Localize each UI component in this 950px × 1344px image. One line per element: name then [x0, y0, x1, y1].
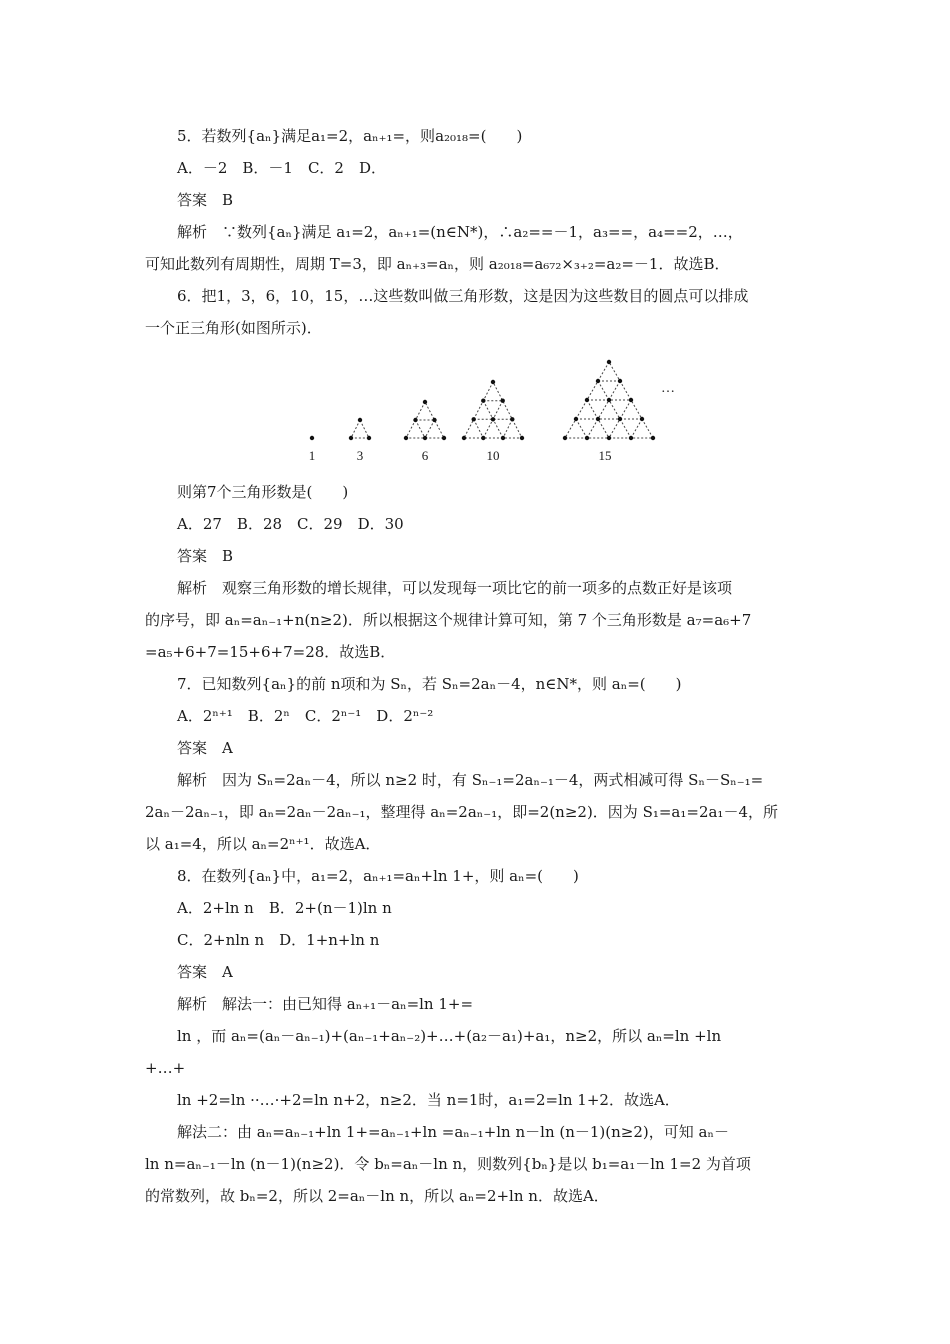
triangular-numbers-figure [300, 356, 675, 471]
q7-stem: 7．已知数列{aₙ}的前 n项和为 Sₙ，若 Sₙ=2aₙ－4，n∈N*，则 aₙ=( ) [177, 675, 682, 693]
dot [501, 399, 505, 403]
q8-options-line1: A．2+ln n B．2+(n－1)ln n [177, 899, 392, 917]
q5-stem: 5．若数列{aₙ}满足a₁=2，aₙ₊₁=，则a₂₀₁₈=( ) [177, 127, 523, 145]
dot [640, 417, 644, 421]
dot [423, 436, 427, 440]
dot [618, 417, 622, 421]
dot [510, 417, 514, 421]
dot [472, 417, 476, 421]
figure-label-1: 1 [308, 448, 316, 463]
dot [349, 436, 353, 440]
q7-analysis-line2: 2aₙ－2aₙ₋₁，即 aₙ=2aₙ－2aₙ₋₁，整理得 aₙ=2aₙ₋₁，即=2(n≥2)．因为 S₁=a₁=2a₁－4，所 [145, 803, 778, 821]
triangle-3 [349, 418, 371, 440]
q6-answer: 答案 B [177, 547, 234, 565]
dot [442, 436, 446, 440]
dot [618, 379, 622, 383]
dot [413, 418, 417, 422]
q7-answer: 答案 A [177, 739, 233, 757]
q7-analysis-line3: 以 a₁=4，所以 aₙ=2ⁿ⁺¹．故选A． [145, 835, 381, 853]
dot [585, 436, 589, 440]
dot [651, 436, 655, 440]
q6-analysis-line3: =a₅+6+7=15+6+7=28．故选B． [145, 643, 396, 661]
figure-label-15: 15 [598, 448, 612, 463]
dot [501, 436, 505, 440]
triangle-15 [563, 360, 655, 440]
dot [585, 398, 589, 402]
q8-analysis-line4: ln +2=ln ··…·+2=ln n+2，n≥2．当 n=1时，a₁=2=ln 1+2．故选A． [177, 1091, 680, 1109]
dot [607, 436, 611, 440]
dot [358, 418, 362, 422]
q5-answer: 答案 B [177, 191, 234, 209]
q8-analysis-line2: ln ，而 aₙ=(aₙ－aₙ₋₁)+(aₙ₋₁+aₙ₋₂)+…+(a₂－a₁)+a₁，n≥2，所以 aₙ=ln +ln [177, 1027, 722, 1045]
figure-ellipsis: … [661, 381, 675, 396]
dot [520, 436, 524, 440]
dot [574, 417, 578, 421]
q8-analysis-line1: 解析 解法一：由已知得 aₙ₊₁－aₙ=ln 1+= [177, 995, 474, 1013]
q8-options-line2: C．2+nln n D．1+n+ln n [177, 931, 380, 949]
q5-analysis-line2: 可知此数列有周期性，周期 T=3，即 aₙ₊₃=aₙ，则 a₂₀₁₈=a₆₇₂×₃₊₂=a₂=－1．故选B． [145, 255, 730, 273]
dot [310, 436, 314, 440]
figure-label-6: 6 [421, 448, 429, 463]
dot [404, 436, 408, 440]
q8-method2-line2: ln n=aₙ₋₁－ln (n－1)(n≥2)．令 bₙ=aₙ－ln n，则数列{bₙ}是以 b₁=a₁－ln 1=2 为首项 [145, 1155, 751, 1173]
q6-analysis-line1: 解析 观察三角形数的增长规律，可以发现每一项比它的前一项多的点数正好是该项 [177, 579, 733, 597]
dot [367, 436, 371, 440]
dot [629, 398, 633, 402]
q6-stem-line1: 6．把1，3，6，10，15，…这些数叫做三角形数，这是因为这些数目的圆点可以排成 [177, 287, 749, 305]
dot [481, 399, 485, 403]
q8-answer: 答案 A [177, 963, 233, 981]
q7-analysis-line1: 解析 因为 Sₙ=2aₙ－4，所以 n≥2 时，有 Sₙ₋₁=2aₙ₋₁－4，两式相减可得 Sₙ－Sₙ₋₁= [177, 771, 764, 789]
dot [423, 400, 427, 404]
triangle-10 [462, 380, 524, 440]
q8-method2-line3: 的常数列，故 bₙ=2，所以 2=aₙ－ln n，所以 aₙ=2+ln n．故选A． [145, 1187, 609, 1205]
q6-analysis-line2: 的序号，即 aₙ=aₙ₋₁+n(n≥2)．所以根据这个规律计算可知，第 7 个三角形数是 a₇=a₆+7 [145, 611, 752, 629]
dot [607, 398, 611, 402]
dot [607, 360, 611, 364]
q5-analysis-line1: 解析 ∵数列{aₙ}满足 a₁=2，aₙ₊₁=(n∈N*)，∴a₂==－1，a₃==，a₄==2，…， [177, 223, 743, 241]
q8-method2-line1: 解法二：由 aₙ=aₙ₋₁+ln 1+=aₙ₋₁+ln =aₙ₋₁+ln n－ln (n－1)(n≥2)，可知 aₙ－ [177, 1123, 729, 1141]
triangle-6 [404, 400, 446, 440]
figure-label-10: 10 [486, 448, 500, 463]
figure-label-3: 3 [356, 448, 364, 463]
q6-stem-line2: 一个正三角形(如图所示)． [145, 319, 322, 337]
q8-stem: 8．在数列{aₙ}中，a₁=2，aₙ₊₁=aₙ+ln 1+，则 aₙ=( ) [177, 867, 579, 885]
q6-options: A．27 B．28 C．29 D．30 [177, 515, 404, 533]
dot [563, 436, 567, 440]
dot [432, 418, 436, 422]
dot [596, 379, 600, 383]
q8-analysis-line3: +…+ [145, 1059, 186, 1077]
dot [596, 417, 600, 421]
q5-options: A．－2 B．－1 C．2 D． [177, 159, 386, 177]
dot [481, 436, 485, 440]
dot [629, 436, 633, 440]
q7-options: A．2ⁿ⁺¹ B．2ⁿ C．2ⁿ⁻¹ D．2ⁿ⁻² [177, 707, 434, 725]
dot [491, 380, 495, 384]
dot [462, 436, 466, 440]
dot [491, 417, 495, 421]
q6-question: 则第7个三角形数是( ) [177, 483, 349, 501]
